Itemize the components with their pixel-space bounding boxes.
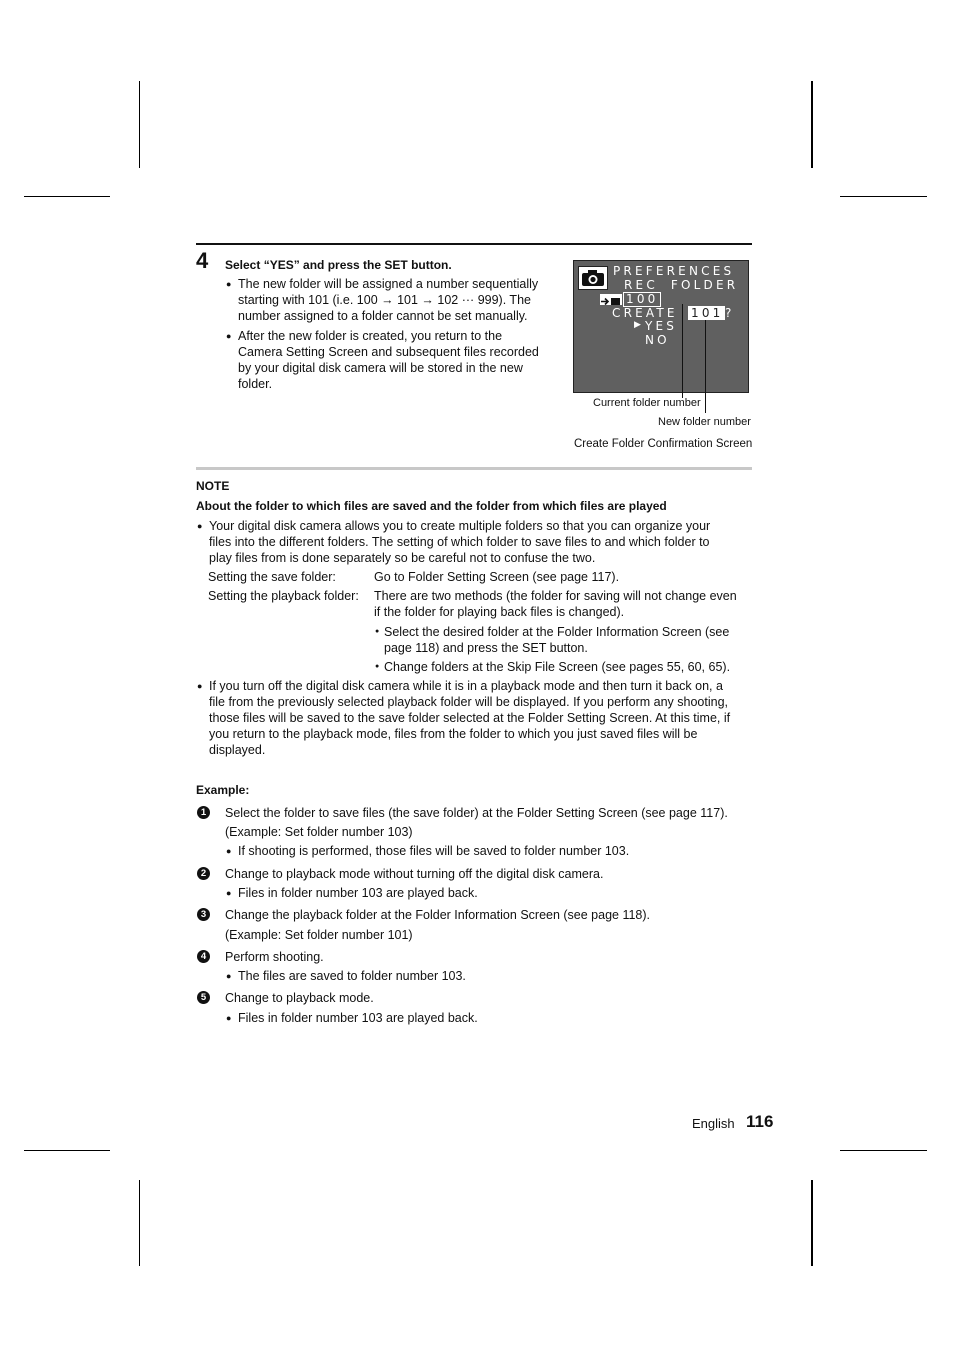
step-heading: Select “YES” and press the SET button. bbox=[225, 258, 452, 272]
step4-bullet1-line: The new folder will be assigned a number sequentially bbox=[238, 277, 539, 291]
save-folder-label: Setting the save folder: bbox=[208, 570, 336, 584]
example-label: Example: bbox=[196, 783, 250, 797]
playback-folder-value: if the folder for playing back files is changed). bbox=[374, 605, 625, 619]
note-bullet2-line: you return to the playback mode, files from the folder to which you just saved files will be bbox=[209, 727, 698, 741]
selection-cursor-icon: ▶ bbox=[634, 320, 641, 330]
method1-line: page 118) and press the SET button. bbox=[384, 641, 588, 655]
crop-mark bbox=[840, 1150, 927, 1151]
step4-bullet2-line: Camera Setting Screen and subsequent files recorded bbox=[238, 345, 539, 359]
bullet-icon: ● bbox=[226, 846, 232, 856]
current-folder-caption: Current folder number bbox=[593, 397, 701, 409]
note-bullet2-line: file from the previously selected playback folder will be displayed. If you perform any shooting, bbox=[209, 695, 729, 709]
method2-line: Change folders at the Skip File Screen (see pages 55, 60, 65). bbox=[384, 660, 731, 674]
example-step-text: Select the folder to save files (the save folder) at the Folder Setting Screen (see page 117). bbox=[225, 806, 728, 820]
bullet-icon: ● bbox=[226, 971, 232, 981]
step4-bullet1-line: starting with 101 (i.e. 100 → 101 → 102 ··· 999). The bbox=[238, 293, 531, 307]
crop-mark bbox=[24, 196, 110, 197]
screen-caption: Create Folder Confirmation Screen bbox=[574, 438, 753, 450]
example-step-bullet: The files are saved to folder number 103. bbox=[238, 969, 466, 983]
crop-mark bbox=[24, 1150, 110, 1151]
crop-mark bbox=[811, 1180, 813, 1266]
note-label: NOTE bbox=[196, 479, 230, 493]
bullet-icon: ● bbox=[226, 279, 232, 289]
note-subheading: About the folder to which files are saved and the folder from which files are played bbox=[196, 499, 667, 513]
step-circle-icon: 3 bbox=[197, 908, 210, 921]
lcd-question-mark: ? bbox=[725, 306, 735, 320]
example-step-extra: (Example: Set folder number 103) bbox=[225, 825, 413, 839]
example-step-bullet: Files in folder number 103 are played back. bbox=[238, 886, 478, 900]
example-step-text: Change the playback folder at the Folder Information Screen (see page 118). bbox=[225, 908, 651, 922]
step-circle-icon: 5 bbox=[197, 991, 210, 1004]
playback-folder-value: There are two methods (the folder for saving will not change even bbox=[374, 589, 737, 603]
note-bullet2-line: those files will be saved to the save folder selected at the Folder Setting Screen. At this time, if bbox=[209, 711, 731, 725]
crop-mark bbox=[811, 81, 813, 168]
step4-bullet2-line: folder. bbox=[238, 377, 273, 391]
step-circle-icon: 2 bbox=[197, 867, 210, 880]
page-number: 116 bbox=[746, 1112, 774, 1131]
callout-line bbox=[682, 304, 683, 398]
lcd-screen bbox=[573, 260, 749, 393]
example-step-text: Perform shooting. bbox=[225, 950, 324, 964]
note-bullet2-line: displayed. bbox=[209, 743, 266, 757]
step4-bullet1-line: number assigned to a folder cannot be set manually. bbox=[238, 309, 528, 323]
callout-line bbox=[705, 320, 706, 413]
example-step-bullet: Files in folder number 103 are played back. bbox=[238, 1011, 478, 1025]
bullet-icon: ● bbox=[197, 681, 203, 691]
note-rule bbox=[196, 467, 752, 470]
bullet-icon: ● bbox=[197, 521, 203, 531]
crop-mark bbox=[139, 1180, 140, 1266]
new-folder-number: 101 bbox=[688, 306, 725, 320]
step4-bullet2-line: by your digital disk camera will be stored in the new bbox=[238, 361, 523, 375]
section-rule bbox=[196, 243, 752, 245]
folder-arrow-icon bbox=[600, 294, 622, 305]
camera-icon bbox=[578, 266, 608, 290]
lcd-create-label: CREATE bbox=[612, 306, 678, 320]
example-step-bullet: If shooting is performed, those files will be saved to folder number 103. bbox=[238, 844, 630, 858]
small-bullet-icon: ● bbox=[375, 663, 380, 670]
footer-language: English bbox=[692, 1116, 735, 1131]
save-folder-value: Go to Folder Setting Screen (see page 117). bbox=[374, 570, 620, 584]
playback-folder-label: Setting the playback folder: bbox=[208, 589, 359, 603]
note-bullet2-line: If you turn off the digital disk camera while it is in a playback mode and then turn it back on, a bbox=[209, 679, 723, 693]
lcd-yes-option: YES bbox=[645, 319, 678, 333]
example-step-extra: (Example: Set folder number 101) bbox=[225, 928, 413, 942]
new-folder-caption: New folder number bbox=[658, 416, 751, 428]
lcd-no-option: NO bbox=[645, 333, 670, 347]
step-circle-icon: 1 bbox=[197, 806, 210, 819]
crop-mark bbox=[139, 81, 140, 168]
note-bullet1-line: play files from is done separately so be careful not to confuse the two. bbox=[209, 551, 596, 565]
note-bullet1-line: files into the different folders. The setting of which folder to save files to and which folder to bbox=[209, 535, 710, 549]
small-bullet-icon: ● bbox=[375, 628, 380, 635]
example-step-text: Change to playback mode. bbox=[225, 991, 374, 1005]
current-folder-number: 100 bbox=[623, 292, 661, 307]
method1-line: Select the desired folder at the Folder Information Screen (see bbox=[384, 625, 730, 639]
bullet-icon: ● bbox=[226, 888, 232, 898]
note-bullet1-line: Your digital disk camera allows you to create multiple folders so that you can organize your bbox=[209, 519, 711, 533]
crop-mark bbox=[840, 196, 927, 197]
lcd-title: PREFERENCES bbox=[613, 264, 735, 278]
step4-bullet2-line: After the new folder is created, you return to the bbox=[238, 329, 503, 343]
step-circle-icon: 4 bbox=[197, 950, 210, 963]
bullet-icon: ● bbox=[226, 331, 232, 341]
bullet-icon: ● bbox=[226, 1013, 232, 1023]
example-step-text: Change to playback mode without turning off the digital disk camera. bbox=[225, 867, 604, 881]
lcd-subtitle: REC FOLDER bbox=[624, 278, 739, 292]
step-number: 4 bbox=[196, 248, 209, 273]
